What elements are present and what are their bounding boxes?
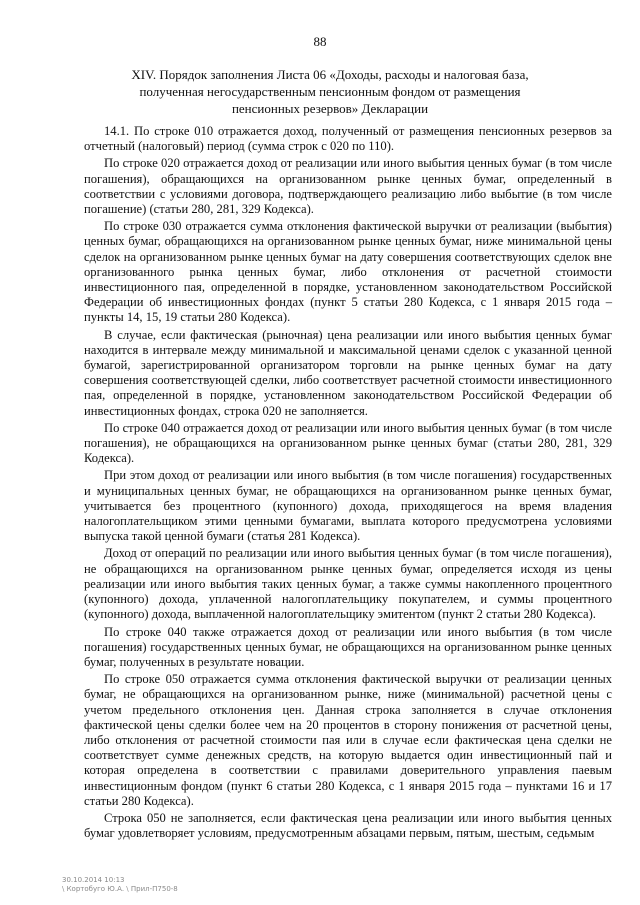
paragraph-line-040-novation: По строке 040 также отражается доход от реализации или иного выбытия (в том числе погашения) государственных ценных бумаг, не обращающихся на организованном рынке ценных бумаг, полученных в результате новации. bbox=[84, 624, 612, 669]
paragraph-line-040: По строке 040 отражается доход от реализации или иного выбытия ценных бумаг (в том числе погашения), не обращающихся на организованном рынке ценных бумаг (статьи 280, 281, 329 Кодекса). bbox=[84, 420, 612, 466]
section-heading: XIV. Порядок заполнения Листа 06 «Доходы, расходы и налоговая база, полученная негосударственным пенсионным фондом от размещения пенсионных резервов» Декларации bbox=[131, 67, 529, 116]
body-text bbox=[84, 124, 612, 843]
paragraph-gov-securities: При этом доход от реализации или иного выбытия (в том числе погашения) государственных и муниципальных ценных бумаг, не обращающихся на организованном рынке ценных бумаг, учитывается без процентного (купонного) дохода, приходящегося на время владения налогоплательщиком этими ценными бумагами, выплата которого предусмотрена условиями выпуска такой ценной бумаги (статья 281 Кодекса). bbox=[84, 468, 612, 544]
print-footer bbox=[62, 876, 178, 894]
page-number: 88 bbox=[313, 34, 327, 49]
paragraph-line-050-not-filled: Строка 050 не заполняется, если фактическая цена реализации или иного выбытия ценных бумаг удовлетворяет условиям, предусмотренным абзацами первым, пятым, шестым, седьмым bbox=[84, 810, 612, 841]
footer-timestamp: 30.10.2014 10:13 bbox=[62, 876, 125, 884]
paragraph-line-050: По строке 050 отражается сумма отклонения фактической выручки от реализации ценных бумаг, не обращающихся на организованном рынке, ниже (минимальной) расчетной цены с учетом предельного отклонения цен. Данная строка заполняется в случае отклонения фактической цены сделки более чем на 20 процентов в сторону понижения от расчетной цены, либо отклонения от расчетной стоимости пая или в случае если фактическая цена сделки не соответствует сумме денежных средств, на которую выдается один инвестиционный пай и которая определена в соответствии с правилами доверительного управления паевым инвестиционным фондом (пункт 6 статьи 280 Кодекса, с 1 января 2015 года – пунктами 16 и 17 статьи 280 Кодекса). bbox=[84, 672, 612, 808]
paragraph-market-price: В случае, если фактическая (рыночная) цена реализации или иного выбытия ценных бумаг находится в интервале между минимальной и максимальной ценами сделок с указанной ценной бумагой, зарегистрированной организатором торговли на рынке ценных бумаг на дату совершения соответствующей сделки, либо соответствует расчетной стоимости инвестиционного пая, определенной в порядке, установленном законодательством Российской Федерации об инвестиционных фондах, строка 020 не заполняется. bbox=[84, 327, 612, 418]
paragraph-line-020: По строке 020 отражается доход от реализации или иного выбытия ценных бумаг (в том числе погашения), обращающихся на организованном рынке ценных бумаг, определенный в соответствии с условиями договора, подтверждающего реализацию либо выбытие (в том числе погашение) (статьи 280, 281, 329 Кодекса). bbox=[84, 156, 612, 217]
footer-author: \ Кортобуго Ю.А. \ Прил-П750-8 bbox=[62, 885, 178, 893]
paragraph-14-1: 14.1. По строке 010 отражается доход, полученный от размещения пенсионных резервов за отчетный (налоговый) период (сумма строк с 020 по 110). bbox=[84, 124, 612, 154]
paragraph-line-030: По строке 030 отражается сумма отклонения фактической выручки от реализации (выбытия) ценных бумаг, обращающихся на организованном рынке ценных бумаг, ниже минимальной цены сделок на организованном рынке ценных бумаг на дату совершения соответствующих сделок вне организованного рынка ценных бумаг, либо отклонения от расчетной стоимости инвестиционного пая, определенной в порядке, установленном законодательством Российской Федерации об инвестиционных фондах (пункт 5 статьи 280 Кодекса, с 1 января 2015 года – пункты 14, 15, 19 статьи 280 Кодекса). bbox=[84, 219, 612, 325]
paragraph-income-determination: Доход от операций по реализации или иного выбытия ценных бумаг (в том числе погашения), не обращающихся на организованном рынке ценных бумаг, определяется исходя из цены реализации или иного выбытия таких ценных бумаг, а также суммы накопленного процентного (купонного) дохода, уплаченной налогоплательщику покупателем, и суммы процентного (купонного) дохода, выплаченной налогоплательщику эмитентом (пункт 2 статьи 280 Кодекса). bbox=[84, 546, 612, 622]
